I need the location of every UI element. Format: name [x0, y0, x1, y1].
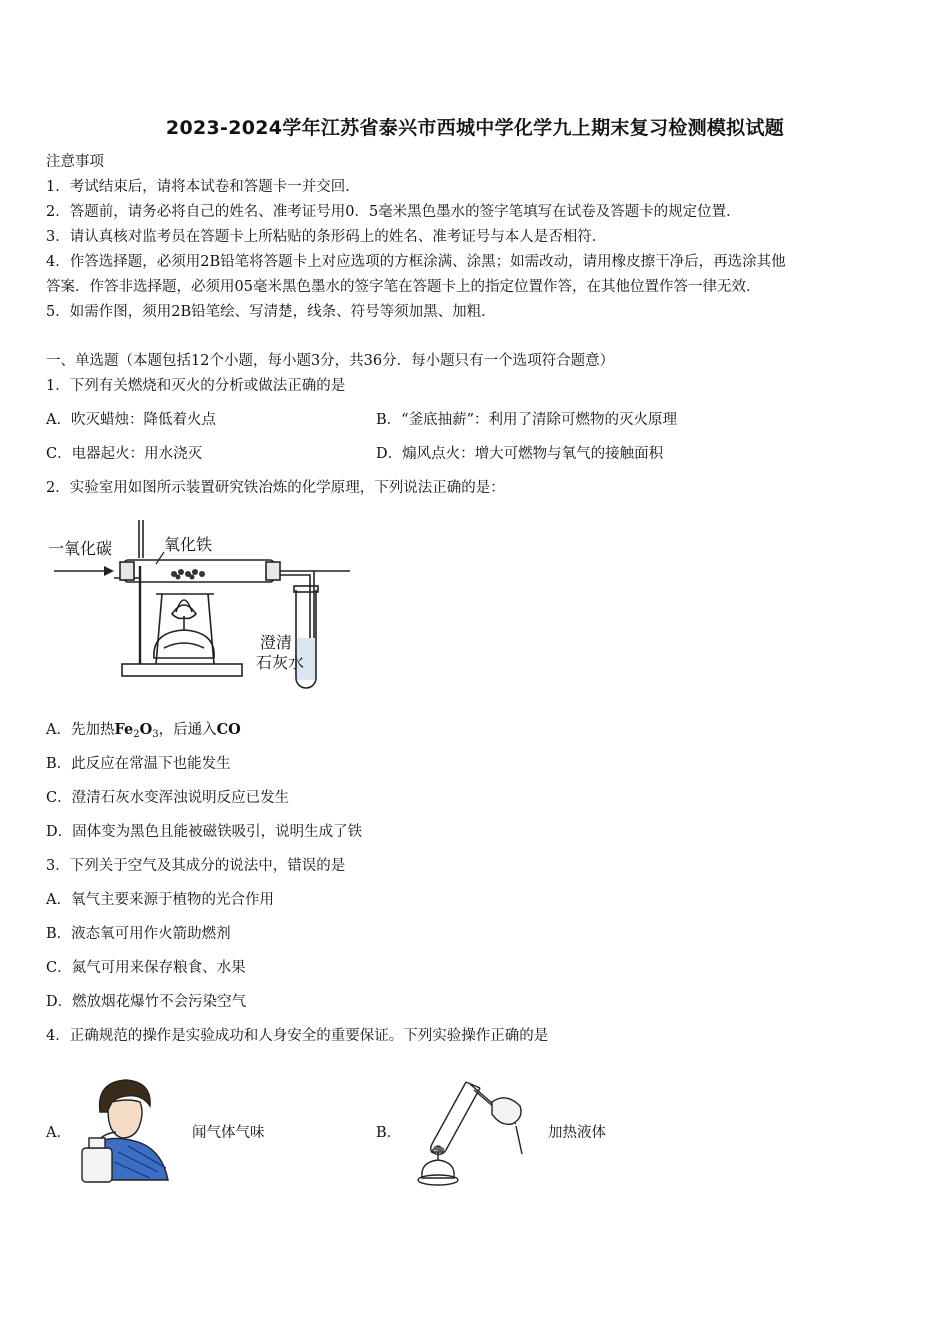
q2-option-d: D．固体变为黑色且能被磁铁吸引，说明生成了铁	[46, 824, 363, 840]
smell-gas-illustration	[78, 1072, 174, 1184]
q4-option-a-caption: 闻气体气味	[192, 1125, 265, 1141]
q1-stem: 1．下列有关燃烧和灭火的分析或做法正确的是	[46, 378, 346, 394]
formula-sub-3: 3	[152, 729, 159, 740]
q2-option-c: C．澄清石灰水变浑浊说明反应已发生	[46, 790, 290, 806]
q2-option-a	[46, 720, 241, 740]
q2-option-a-suffix: ，后通入	[158, 722, 217, 738]
q4-option-b-caption: 加热液体	[548, 1125, 606, 1141]
notice-item: 5．如需作图，须用2B铅笔绘、写清楚，线条、符号等须加黑、加粗．	[46, 304, 496, 320]
q3-option-b: B．液态氧可用作火箭助燃剂	[46, 926, 231, 942]
limewater-label-2: 石灰水	[256, 653, 305, 672]
iron-smelting-apparatus-diagram	[44, 508, 364, 694]
co-label: 一氧化碳	[48, 539, 113, 558]
q1-option-b: B．“釜底抽薪”：利用了清除可燃物的灭火原理	[376, 412, 677, 428]
section-heading: 一、单选题（本题包括12个小题，每小题3分，共36分．每小题只有一个选项符合题意）	[46, 353, 615, 369]
fe-oxide-label: 氧化铁	[164, 535, 213, 554]
formula-co: CO	[216, 721, 241, 738]
formula-fe: Fe	[114, 721, 134, 738]
q2-option-a-text: A．先加热	[46, 722, 115, 738]
notice-item: 2．答题前，请务必将自己的姓名、准考证号用0．5毫米黑色墨水的签字笔填写在试卷及答题卡的规定位置．	[46, 204, 741, 220]
q3-option-d: D．燃放烟花爆竹不会污染空气	[46, 994, 247, 1010]
q3-stem: 3．下列关于空气及其成分的说法中，错误的是	[46, 858, 346, 874]
q2-stem: 2．实验室用如图所示装置研究铁冶炼的化学原理，下列说法正确的是：	[46, 480, 505, 496]
arrow-icon	[104, 566, 114, 576]
q3-option-c: C．氮气可用来保存粮食、水果	[46, 960, 246, 976]
page-title: 2023-2024学年江苏省泰兴市西城中学化学九上期末复习检测模拟试题	[165, 117, 785, 139]
q4-option-b-letter: B．	[376, 1125, 402, 1141]
q4-stem: 4．正确规范的操作是实验成功和人身安全的重要保证。下列实验操作正确的是	[46, 1028, 549, 1044]
q1-option-d: D．煽风点火：增大可燃物与氧气的接触面积	[376, 446, 664, 462]
notice-item: 4．作答选择题，必须用2B铅笔将答题卡上对应选项的方框涂满、涂黑；如需改动，请用橡皮擦干净后，再选涂其他	[46, 254, 786, 270]
q4-option-a-letter: A．	[46, 1125, 71, 1141]
notice-heading: 注意事项	[46, 154, 104, 170]
formula-sub-2: 2	[133, 729, 140, 740]
notice-item: 3．请认真核对监考员在答题卡上所粘贴的条形码上的姓名、准考证号与本人是否相符．	[46, 229, 607, 245]
heat-liquid-illustration	[404, 1074, 530, 1192]
notice-item: 1．考试结束后，请将本试卷和答题卡一并交回．	[46, 179, 360, 195]
limewater-label-1: 澄清	[260, 633, 293, 652]
liquid-in-tube	[434, 1148, 444, 1150]
q1-option-c: C．电器起火：用水浇灭	[46, 446, 203, 462]
q2-option-b: B．此反应在常温下也能发生	[46, 756, 231, 772]
formula-o: O	[139, 721, 153, 738]
q1-option-a: A．吹灭蜡烛：降低着火点	[46, 412, 216, 428]
notice-item: 答案．作答非选择题，必须用05毫米黑色墨水的签字笔在答题卡上的指定位置作答，在其他位置作答一律无效．	[46, 279, 761, 295]
q3-option-a: A．氧气主要来源于植物的光合作用	[46, 892, 274, 908]
